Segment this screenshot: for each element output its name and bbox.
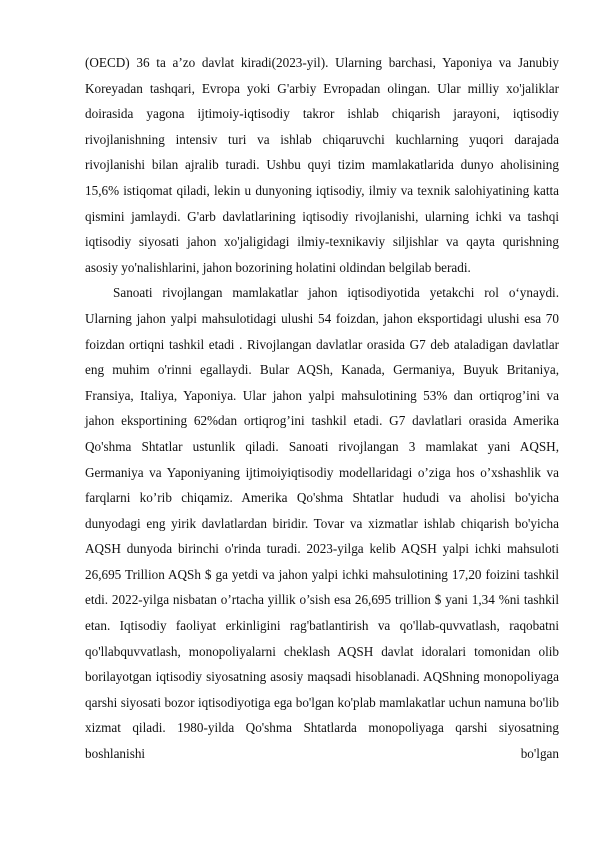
document-body (85, 50, 559, 767)
paragraph-oecd-members: (OECD) 36 ta a’zo davlat kiradi(2023-yil). Ularning barchasi, Yaponiya va Janubiy Koreyadan tashqari, Evropa yoki G'arbiy Evropadan olingan. Ular milliy xo'jaliklar doirasida yagona ijtimoiy-iqtisodiy takror ishlab chiqarish jarayoni, iqtisodiy rivojlanishning intensiv turi va ishlab chiqaruvchi kuchlarning yuqori darajada rivojlanishi bilan ajralib turadi. Ushbu quyi tizim mamlakatlarida dunyo aholisining 15,6% istiqomat qiladi, lekin u dunyoning iqtisodiy, ilmiy va texnik salohiyatining katta qismini jamlaydi. G'arb davlatlarining iqtisodiy rivojlanishi, ularning ichki va tashqi iqtisodiy siyosati jahon xo'jaligidagi ilmiy-texnikaviy siljishlar va qayta qurishning asosiy yo'nalishlarini, jahon bozorining holatini oldindan belgilab beradi. (85, 55, 559, 275)
paragraph-developed-countries: Sanoati rivojlangan mamlakatlar jahon iqtisodiyotida yetakchi rol o‘ynaydi. Ularning jahon yalpi mahsulotidagi ulushi 54 foizdan, jahon eksportidagi ulushi esa 70 foizdan ortiqni tashkil etadi . Rivojlangan davlatlar orasida G7 deb ataladigan davlatlar eng muhim o'rinni egallaydi. Bular AQSh, Kanada, Germaniya, Buyuk Britaniya, Fransiya, Italiya, Yaponiya. Ular jahon yalpi mahsulotining 53% dan ortiqrog’ini va jahon eksportining 62%dan ortiqrog’ini tashkil etadi. G7 davlatlari orasida Amerika Qo'shma Shtatlar ustunlik qiladi. Sanoati rivojlangan 3 mamlakat yani AQSH, Germaniya va Yaponiyaning ijtimoiyiqtisodiy modellaridagi o’ziga hos o’xshashlik va farqlarni ko’rib chiqamiz. Amerika Qo'shma Shtatlar hududi va aholisi bo'yicha dunyodagi eng yirik davlatlardan biridir. Tovar va xizmatlar ishlab chiqarish bo'yicha AQSH dunyoda birinchi o'rinda turadi. 2023-yilga kelib AQSH yalpi ichki mahsuloti 26,695 Trillion AQSh $ ga yetdi va jahon yalpi ichki mahsulotining 17,20 foizini tashkil etdi. 2022-yilga nisbatan o’rtacha yillik o’sish esa 26,695 trillion $ yani 1,34 %ni tashkil etan. Iqtisodiy faoliyat erkinligini rag'batlantirish va qo'llab-quvvatlash, raqobatni qo'llabquvvatlash, monopoliyalarni cheklash AQSH davlat idoralari tomonidan olib borilayotgan iqtisodiy siyosatning asosiy maqsadi hisoblanadi. AQShning monopoliyaga qarshi siyosati bozor iqtisodiyotiga ega bo'lgan ko'plab mamlakatlar uchun namuna bo'lib xizmat qiladi. 1980-yilda Qo'shma Shtatlarda monopoliyaga qarshi siyosatning boshlanishi bo'lgan (85, 285, 559, 762)
